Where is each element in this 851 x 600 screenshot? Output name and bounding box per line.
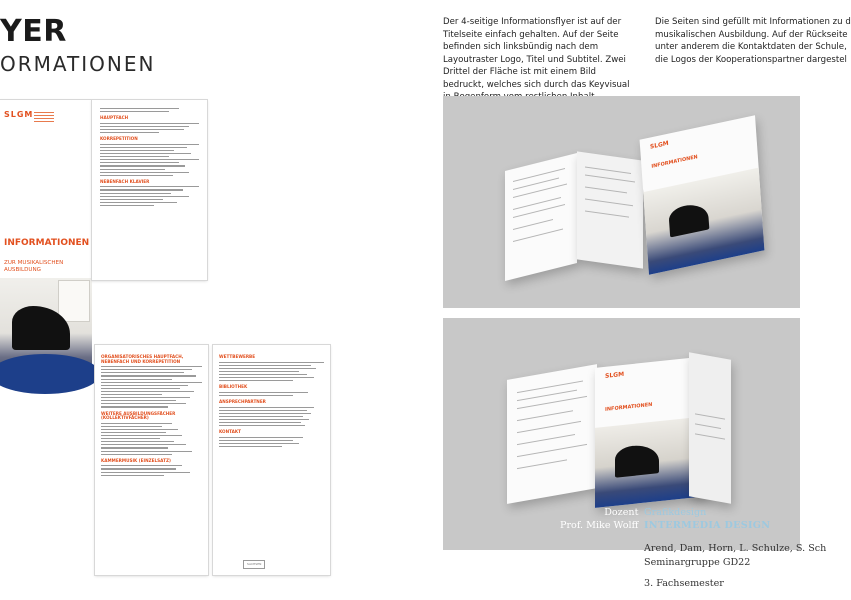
flyer-back-panel [507, 364, 597, 504]
section-heading: HAUPTFACH [100, 115, 129, 121]
flyer-cover-page [0, 100, 92, 280]
description-right: Die Seiten sind gefüllt mit Informationen zu d musikalischen Ausbildung. Auf der Rückseite unter anderem die Kontaktdaten der Schule, die Logos der Kooperationspartner dargestel [655, 17, 851, 65]
section-heading: BIBLIOTHEK [219, 384, 248, 390]
flyer-page-4 [213, 345, 330, 575]
credits-lecturer: Dozent Prof. Mike Wolff [560, 507, 639, 531]
school-logo: SLGM [4, 110, 34, 119]
section-heading: NEBENFACH KLAVIER [100, 178, 150, 184]
flyer-page-2 [92, 100, 207, 280]
credits-department: Grafikdesign INTERMEDIA DESIGN [644, 507, 771, 531]
section-heading: ANSPRECHPARTNER [219, 399, 266, 405]
spread-title: YER [0, 14, 67, 49]
mockup-open-flyer [443, 96, 800, 308]
flyer-subtitle: ZUR MUSIKALISCHEN AUSBILDUNG [4, 260, 64, 273]
flyer-inner-panel-right [577, 151, 643, 268]
spread-subtitle: ORMATIONEN [0, 52, 156, 76]
flyer-side-panel [689, 352, 731, 503]
section-heading: WETTBEWERBE [219, 354, 256, 359]
flyer-page-3 [95, 345, 208, 575]
flyer-cover-mockup: SLGM INFORMATIONEN [640, 115, 765, 275]
flyer-inner-panel-left [505, 153, 577, 281]
flyer-title: INFORMATIONEN [4, 238, 90, 248]
section-heading: ORGANISATORISCHES HAUPTFACH, NEBENFACH UND KORREPETITION [101, 354, 184, 364]
section-heading: KONTAKT [219, 429, 241, 435]
section-heading: KORREPETITION [100, 136, 138, 142]
piano-photo [0, 276, 92, 380]
section-heading: KAMMERMUSIK (EINZELSATZ) [101, 457, 171, 463]
credits-students: Arend, Dam, Horn, L. Schulze, S. Sch Seminargruppe GD22 3. Fachsemester [644, 543, 827, 589]
logo-lines-icon [34, 112, 54, 124]
description-left: Der 4-seitige Informationsflyer ist auf der Titelseite einfach gehalten. Auf der Seite befinden sich linksbündig nach dem Layoutraster Logo, Titel und Subtitel. Zwei Drittel der Fläche ist mit einem Bild bedruckt, welches sich durch das Keyvisual [443, 17, 630, 90]
section-heading: WEITERE AUSBILDUNGSFÄCHER (KOLLEKTIVFÄCHER) [101, 410, 176, 421]
flyer-front-mockup: SLGM INFORMATIONEN [595, 356, 707, 508]
partner-logo: SACHSEN [243, 560, 265, 569]
